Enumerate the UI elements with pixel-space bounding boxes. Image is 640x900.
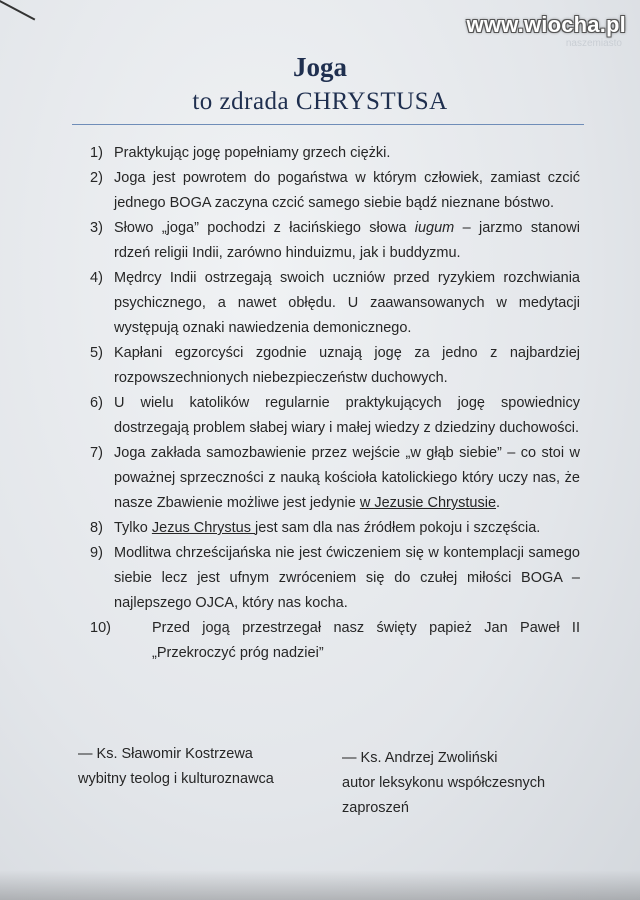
item-text-part: – jarzmo stanowi rdzeń religii Indii, zarówno hinduizmu, jak i buddyzmu. [114, 220, 580, 261]
signature-name: — Ks. Andrzej Zwoliński [342, 750, 498, 766]
site-watermark: www.wiocha.pl [466, 12, 626, 37]
list-item [90, 216, 580, 266]
signature-name: — Ks. Sławomir Kostrzewa [78, 746, 253, 762]
signature-title: wybitny teolog i kulturoznawca [78, 771, 274, 787]
secondary-watermark: naszemiasto [565, 38, 622, 49]
item-number: 9) [90, 545, 103, 561]
item-text: U wielu katolików regularnie praktykujących jogę spowiednicy dostrzegają problem słabej wiary i małej wiedzy z dziedziny duchowości. [114, 395, 580, 436]
item-text-part: . [496, 495, 501, 511]
item-text: Kapłani egzorcyści zgodnie uznają jogę za jedno z najbardziej rozpowszechnionych niebezpieczeństw duchowych. [114, 345, 580, 386]
title-divider [72, 124, 584, 125]
item-number: 5) [90, 345, 103, 361]
item-number: 3) [90, 220, 103, 236]
item-text-part: Joga zakłada samozbawienie przez wejście „w głąb siebie” – co stoi w poważnej sprzeczności z nauką kościoła katolickiego który uczy nas, że nasze Zbawienie możliwe jest jedynie [114, 445, 580, 511]
item-text-italic: iugum [414, 220, 455, 236]
list-item [90, 391, 580, 441]
corner-fold-mark [0, 0, 35, 47]
item-text [114, 516, 580, 541]
signature-left [78, 742, 274, 792]
item-number: 6) [90, 395, 103, 411]
item-text-part: Słowo „joga” pochodzi z łacińskiego słowa [114, 220, 415, 236]
item-number: 10) [90, 620, 111, 636]
bottom-edge-shadow [0, 870, 640, 900]
list-item [90, 616, 580, 666]
list-item [90, 141, 580, 166]
item-text-underlined: w Jezusie Chrystusie [359, 495, 497, 511]
item-number: 2) [90, 170, 103, 186]
item-text: Joga jest powrotem do pogaństwa w którym człowiek, zamiast czcić jednego BOGA zaczyna czcić samego siebie bądź nieznane bóstwo. [114, 170, 580, 211]
item-text-part: Tylko [114, 520, 152, 536]
signature-title-continued: zaproszeń [342, 800, 409, 816]
item-text: Przed jogą przestrzegał nasz święty papież Jan Paweł II „Przekroczyć próg nadziei” [152, 620, 580, 661]
item-text: Modlitwa chrześcijańska nie jest ćwiczeniem się w kontemplacji samego siebie lecz jest ufnym zwróceniem się do czułej miłości BOGA – najlepszego OJCA, który nas kocha. [114, 545, 580, 611]
document-title: Joga [293, 52, 347, 82]
list-item [90, 341, 580, 391]
item-text-underlined: Jezus Chrystus [151, 520, 256, 536]
item-text [114, 441, 580, 516]
document-subtitle: to zdrada CHRYSTUSA [192, 88, 448, 115]
list-item [90, 166, 580, 216]
item-text: Praktykując jogę popełniamy grzech ciężki. [114, 145, 391, 161]
signature-title: autor leksykonu współczesnych [342, 775, 546, 791]
item-number: 4) [90, 270, 103, 286]
list-item [90, 266, 580, 341]
item-text [114, 216, 580, 266]
item-text-part: jest sam dla nas źródłem pokoju i szczęścia. [255, 520, 541, 536]
item-text: Mędrcy Indii ostrzegają swoich uczniów przed ryzykiem rozchwiania psychicznego, a nawet obłędu. U zaawansowanych w medytacji występują oznaki nawiedzenia demonicznego. [114, 270, 580, 336]
item-number: 1) [90, 145, 103, 161]
numbered-list [90, 141, 580, 666]
item-number: 8) [90, 520, 103, 536]
list-item [90, 516, 580, 541]
list-item [90, 441, 580, 516]
signature-right [342, 746, 545, 821]
item-number: 7) [90, 445, 103, 461]
list-item [90, 541, 580, 616]
